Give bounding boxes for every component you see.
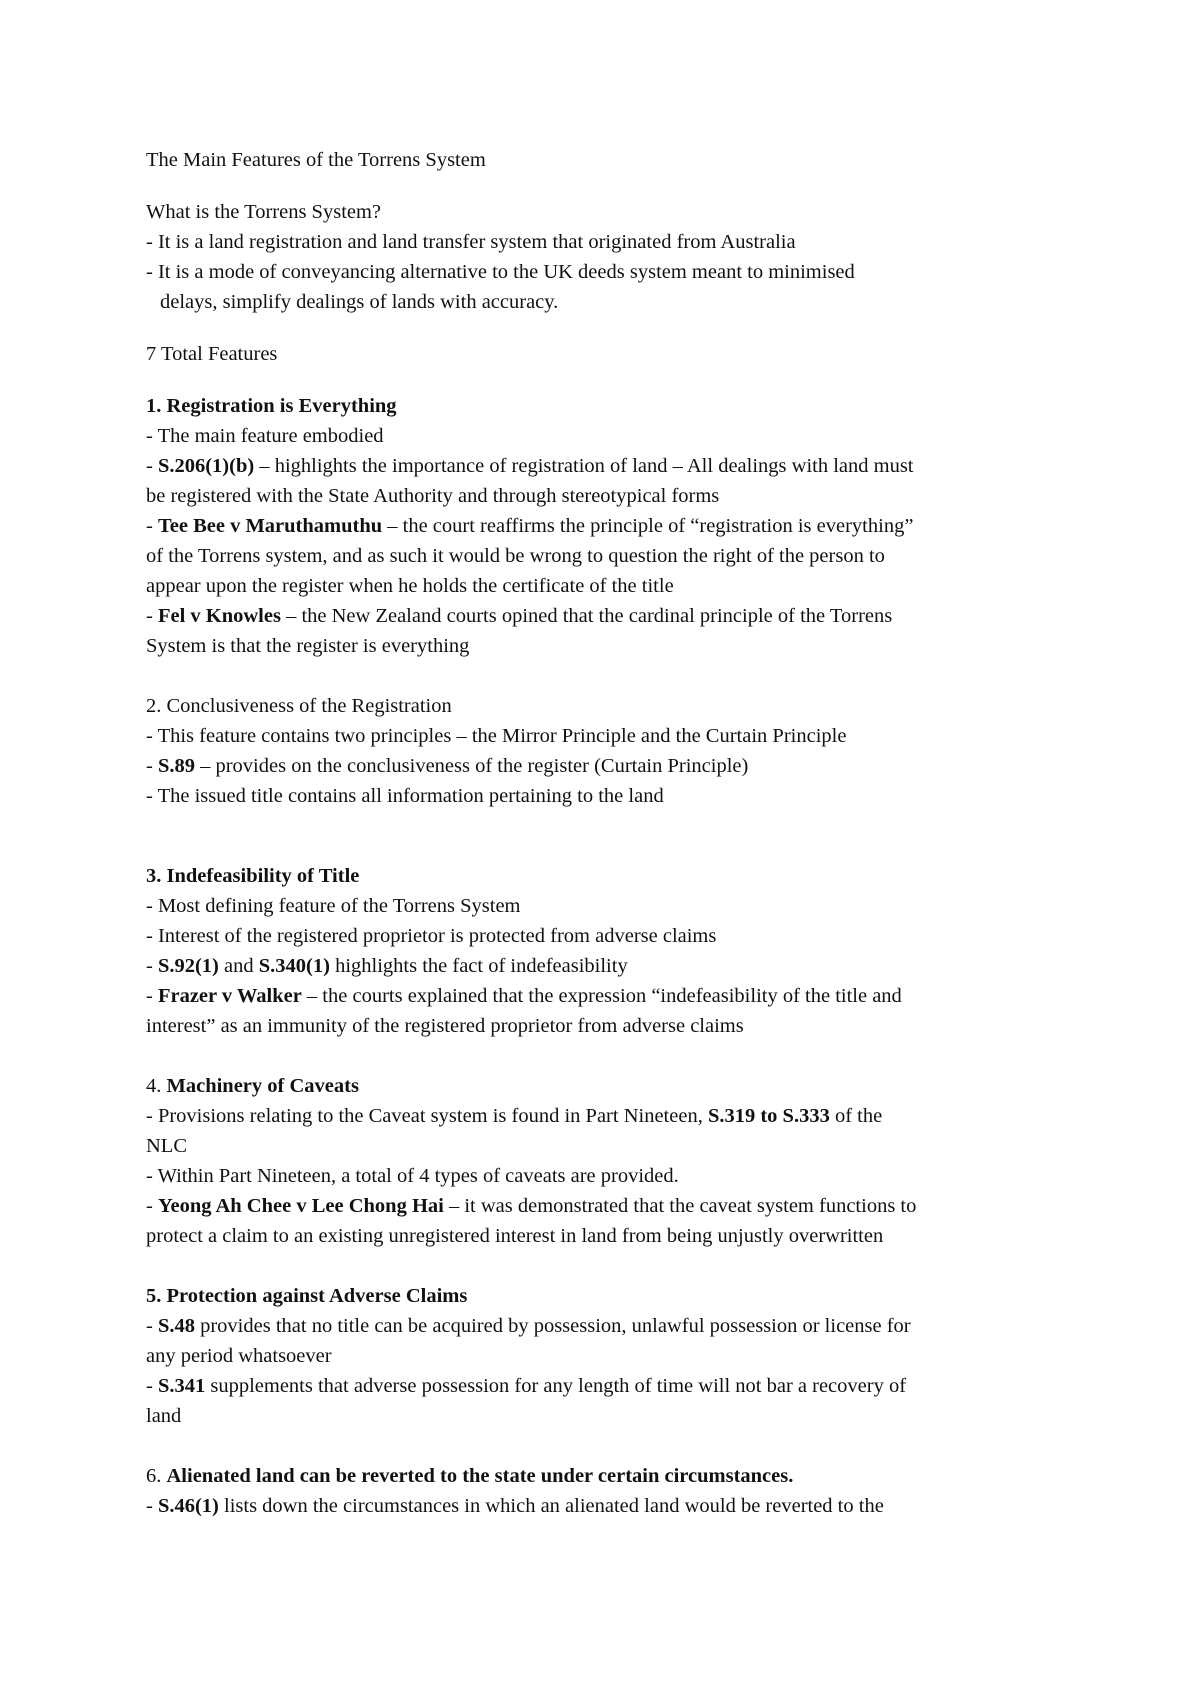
- feature-3-line: - Interest of the registered proprietor is protected from adverse claims: [146, 925, 717, 947]
- intro-question: What is the Torrens System?: [146, 201, 382, 223]
- feature-1-line: System is that the register is everything: [146, 635, 470, 657]
- feature-4-line: protect a claim to an existing unregistered interest in land from being unjustly overwritten: [146, 1225, 884, 1247]
- feature-3-line: - S.92(1) and S.340(1) highlights the fact of indefeasibility: [146, 955, 628, 977]
- feature-1-heading: 1. Registration is Everything: [146, 395, 397, 417]
- feature-1-line: - The main feature embodied: [146, 425, 384, 447]
- feature-1-line: - Tee Bee v Maruthamuthu – the court reaffirms the principle of “registration is everything”: [146, 515, 914, 537]
- feature-6-heading: 6. Alienated land can be reverted to the state under certain circumstances.: [146, 1465, 794, 1487]
- feature-1-line: of the Torrens system, and as such it would be wrong to question the right of the person to: [146, 545, 885, 567]
- feature-2-line: - The issued title contains all information pertaining to the land: [146, 785, 664, 807]
- feature-5-heading: 5. Protection against Adverse Claims: [146, 1285, 468, 1307]
- feature-4-heading: 4. Machinery of Caveats: [146, 1075, 359, 1097]
- feature-4-line: - Yeong Ah Chee v Lee Chong Hai – it was demonstrated that the caveat system functions to: [146, 1195, 917, 1217]
- feature-4-line: NLC: [146, 1135, 187, 1157]
- total-features: 7 Total Features: [146, 343, 278, 365]
- feature-3-heading: 3. Indefeasibility of Title: [146, 865, 360, 887]
- feature-1-line: appear upon the register when he holds the certificate of the title: [146, 575, 674, 597]
- feature-1-line: - Fel v Knowles – the New Zealand courts opined that the cardinal principle of the Torrens: [146, 605, 893, 627]
- feature-1-line: be registered with the State Authority and through stereotypical forms: [146, 485, 720, 507]
- intro-line-1: - It is a land registration and land transfer system that originated from Australia: [146, 231, 796, 253]
- feature-5-line: - S.48 provides that no title can be acquired by possession, unlawful possession or license for: [146, 1315, 911, 1337]
- feature-2-line: - S.89 – provides on the conclusiveness of the register (Curtain Principle): [146, 755, 749, 777]
- feature-6-line: - S.46(1) lists down the circumstances in which an alienated land would be reverted to the: [146, 1495, 884, 1517]
- feature-5-line: land: [146, 1405, 182, 1427]
- feature-3-line: - Most defining feature of the Torrens System: [146, 895, 521, 917]
- feature-3-line: - Frazer v Walker – the courts explained that the expression “indefeasibility of the title and: [146, 985, 902, 1007]
- feature-5-line: - S.341 supplements that adverse possession for any length of time will not bar a recovery of: [146, 1375, 907, 1397]
- feature-4-line: - Provisions relating to the Caveat system is found in Part Nineteen, S.319 to S.333 of the: [146, 1105, 883, 1127]
- document-body: [146, 145, 1076, 1521]
- document-title: The Main Features of the Torrens System: [146, 149, 486, 171]
- feature-5-line: any period whatsoever: [146, 1345, 332, 1367]
- feature-2-line: - This feature contains two principles – the Mirror Principle and the Curtain Principle: [146, 725, 847, 747]
- feature-4-line: - Within Part Nineteen, a total of 4 types of caveats are provided.: [146, 1165, 679, 1187]
- feature-2-heading: 2. Conclusiveness of the Registration: [146, 695, 452, 717]
- intro-line-2: - It is a mode of conveyancing alternative to the UK deeds system meant to minimised: [146, 261, 855, 283]
- feature-3-line: interest” as an immunity of the registered proprietor from adverse claims: [146, 1015, 744, 1037]
- feature-1-line: - S.206(1)(b) – highlights the importance of registration of land – All dealings with land must: [146, 455, 914, 477]
- intro-line-2-cont: delays, simplify dealings of lands with accuracy.: [160, 291, 559, 313]
